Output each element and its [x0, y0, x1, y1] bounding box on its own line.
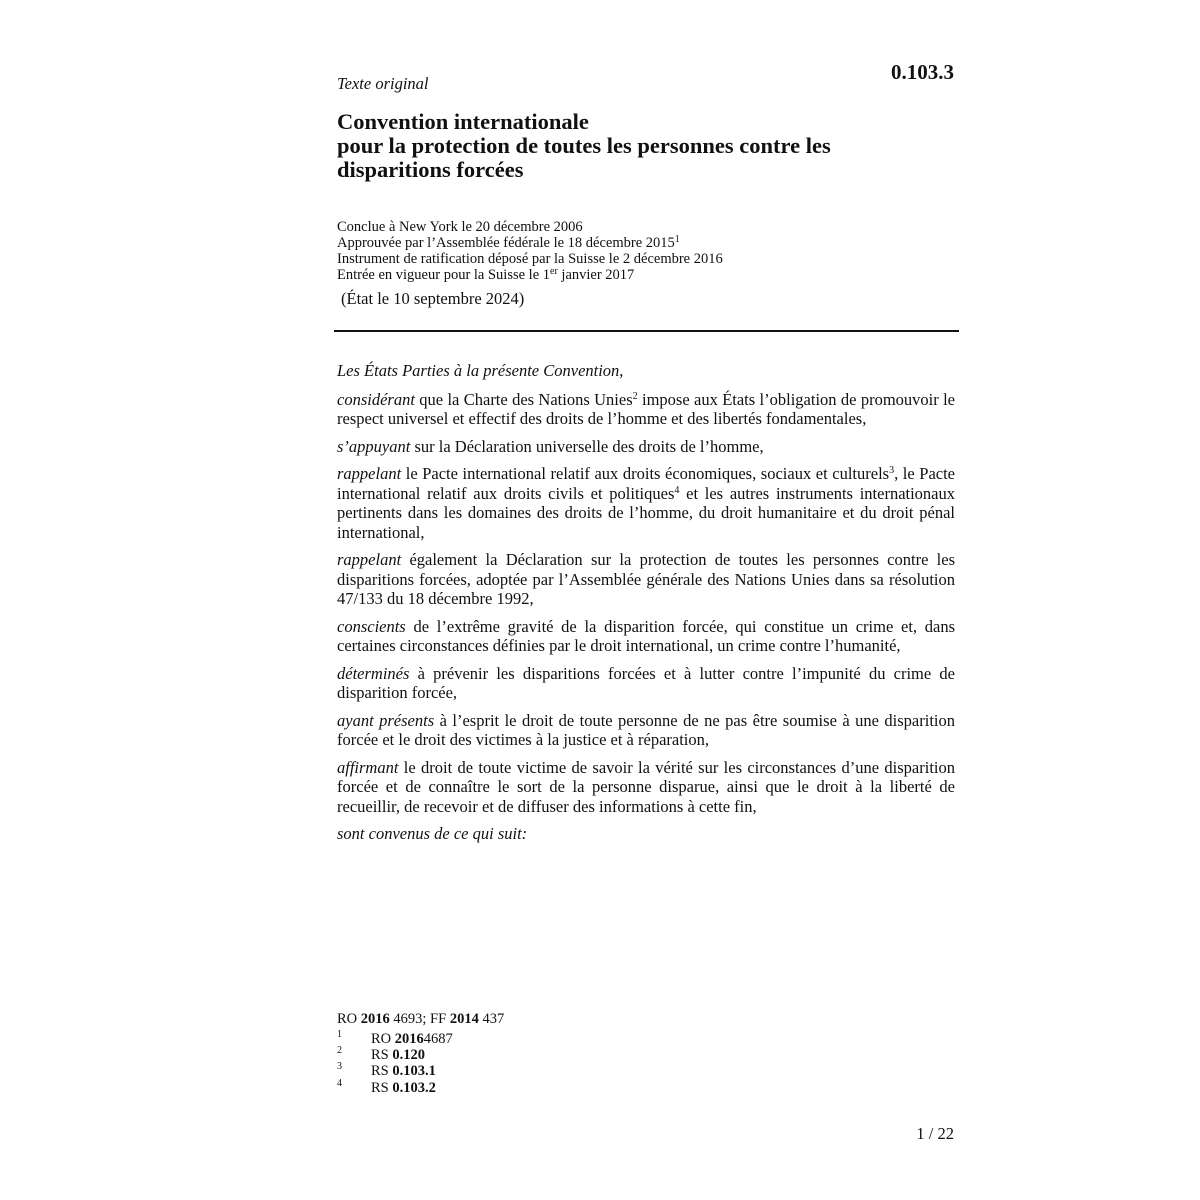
preamble-paragraph [337, 464, 955, 542]
preamble-keyword: affirmant [337, 757, 399, 777]
ff-page: 437 [478, 1011, 505, 1027]
preamble-text: que la Charte des Nations Unies [414, 389, 633, 409]
preamble-text: à l’esprit le droit de toute personne de ne pas être soumise à une disparition forcée et le droit des victimes à la justice et à réparation, [337, 710, 956, 749]
preamble-keyword: rappelant [337, 550, 402, 569]
preamble-paragraph [337, 664, 955, 703]
preamble-paragraph [337, 390, 955, 429]
concluded-line: Conclue à New York le 20 décembre 2006 [337, 219, 583, 235]
status-date: (État le 10 septembre 2024) [341, 289, 525, 308]
entry-into-force-line [337, 267, 957, 283]
footnote-bold: 0.103.1 [392, 1063, 436, 1080]
original-text-label: Texte original [337, 74, 429, 93]
header-divider [334, 330, 959, 332]
preamble-intro [337, 361, 955, 381]
ro-prefix: RO [337, 1011, 361, 1027]
preamble-keyword: s’appuyant [337, 436, 411, 456]
footnote-number: 3 [337, 1061, 342, 1073]
title-line-1: Convention internationale [337, 109, 589, 134]
footnote-ref-2[interactable]: 2 [632, 390, 638, 402]
preamble-closing-text: sont convenus de ce qui suit: [337, 824, 528, 843]
footnote-bold: 2016 [394, 1031, 424, 1047]
entry-prefix: Entrée en vigueur pour la Suisse le 1 [337, 267, 551, 283]
preamble-keyword: ayant présents [337, 710, 435, 730]
preamble-intro-text: Les États Parties à la présente Convention, [337, 361, 624, 380]
preamble-keyword: rappelant [337, 464, 402, 483]
preamble-closing [337, 824, 955, 844]
preamble-text: sur la Déclaration universelle des droits de l’homme, [410, 436, 764, 456]
approved-line [337, 235, 957, 251]
footnote-bold: 0.103.2 [392, 1079, 436, 1096]
ff-year: 2014 [449, 1011, 479, 1027]
preamble-keyword: conscients [337, 616, 406, 636]
footnote-prefix: RS [371, 1063, 389, 1080]
footnote-ref-4[interactable]: 4 [674, 484, 680, 496]
entry-suffix: janvier 2017 [557, 267, 635, 283]
entry-ordinal: er [550, 266, 558, 277]
preamble-text: également la Déclaration sur la protection de toutes les personnes contre les disparitions forcées, adoptée par l’Assemblée générale des Nations Unies dans sa résolution 47/133 du 18 décembre 1992, [337, 550, 955, 608]
sr-number: 0.103.3 [891, 60, 954, 84]
official-compilation-reference [337, 1011, 504, 1028]
preamble-paragraph [337, 550, 955, 609]
footnote-number: 2 [337, 1045, 342, 1057]
footnote-ref-1[interactable]: 1 [674, 234, 680, 245]
footnote-suffix: 4687 [423, 1031, 453, 1047]
adoption-metadata [337, 219, 957, 283]
footnote-number: 4 [337, 1077, 342, 1089]
ratification-line: Instrument de ratification déposé par la Suisse le 2 décembre 2016 [337, 251, 723, 267]
document-title [337, 110, 957, 182]
preamble-paragraph [337, 758, 955, 817]
footnote [337, 1077, 453, 1096]
title-line-3: disparitions forcées [337, 157, 524, 182]
approved-text: Approuvée par l’Assemblée fédérale le 18 décembre 2015 [337, 235, 675, 251]
title-line-2: pour la protection de toutes les personnes contre les [337, 133, 831, 158]
preamble-text: et les autres instruments internationaux pertinents dans les domaines des droits de l’homme, du droit humanitaire et du droit pénal international, [337, 483, 956, 542]
page-number: 1 / 22 [916, 1124, 954, 1143]
ro-page: 4693; FF [389, 1011, 450, 1027]
preamble-text: , le Pacte international relatif aux droits civils et politiques [337, 464, 955, 503]
footnote-bold: 0.120 [392, 1047, 425, 1064]
footnotes [337, 1031, 453, 1096]
preamble-text: le droit de toute victime de savoir la vérité sur les circonstances d’une disparition forcée et de connaître le sort de la personne disparue, ainsi que le droit à la liberté de recueillir, de recevoir et de diffuser des informations à cette fin, [337, 757, 955, 816]
footnote-prefix: RS [371, 1079, 389, 1096]
ro-year: 2016 [360, 1011, 390, 1027]
preamble-paragraph [337, 617, 955, 656]
preamble-text: le Pacte international relatif aux droits économiques, sociaux et culturels [401, 464, 890, 483]
preamble-keyword: considérant [337, 389, 415, 409]
footnote-prefix: RS [371, 1047, 389, 1064]
preamble-text: impose aux États l’obligation de promouvoir le respect universel et effectif des droits de l’homme et des libertés fondamentales, [337, 389, 956, 428]
preamble-text: de l’extrême gravité de la disparition forcée, qui constitue un crime et, dans certaines circonstances définies par le droit international, un crime contre l’humanité, [337, 616, 955, 655]
preamble-paragraph [337, 711, 955, 750]
preamble-keyword: déterminés [337, 663, 410, 683]
preamble-paragraph [337, 437, 955, 457]
preamble [337, 361, 955, 844]
footnote-ref-3[interactable]: 3 [889, 465, 895, 476]
footnote-prefix: RO [371, 1031, 392, 1047]
footnote-number: 1 [337, 1029, 342, 1040]
preamble-text: à prévenir les disparitions forcées et à lutter contre l’impunité du crime de disparition forcée, [337, 663, 955, 702]
